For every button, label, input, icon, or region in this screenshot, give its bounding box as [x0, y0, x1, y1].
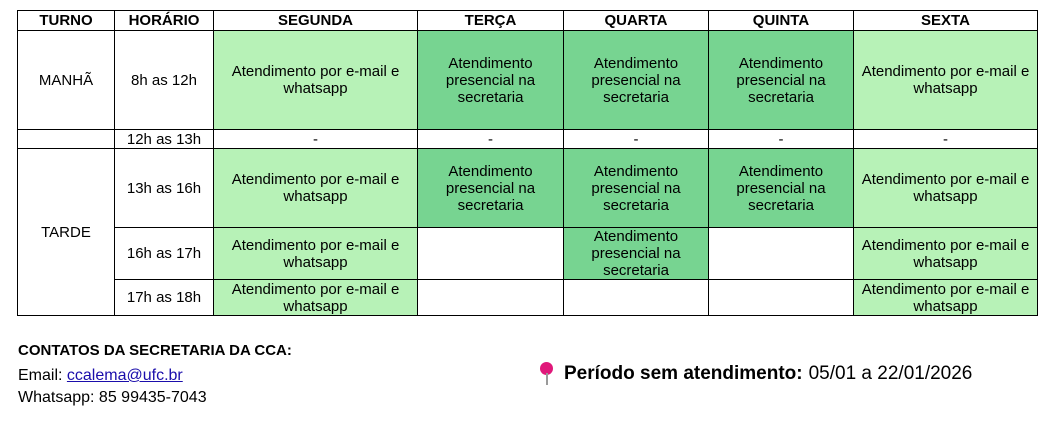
header-horario: HORÁRIO	[115, 11, 214, 31]
row-12-13	[18, 130, 1038, 149]
cell-email: Atendimento por e-mail e whatsapp	[214, 280, 418, 316]
header-sexta: SEXTA	[854, 11, 1038, 31]
row-13-16	[18, 149, 1038, 228]
cell-empty	[709, 228, 854, 280]
contacts-title: CONTATOS DA SECRETARIA DA CCA:	[18, 342, 292, 359]
slot-label: 17h as 18h	[115, 280, 214, 316]
pushpin-icon	[540, 362, 554, 386]
header-terca: TERÇA	[418, 11, 564, 31]
cell-email: Atendimento por e-mail e whatsapp	[854, 149, 1038, 228]
email-label: Email:	[18, 367, 63, 384]
cell-dash: -	[564, 130, 709, 149]
period-label: Período sem atendimento:	[564, 363, 803, 384]
turno-tarde: TARDE	[18, 149, 115, 316]
cell-dash: -	[418, 130, 564, 149]
slot-label: 13h as 16h	[115, 149, 214, 228]
header-segunda: SEGUNDA	[214, 11, 418, 31]
cell-email: Atendimento por e-mail e whatsapp	[214, 149, 418, 228]
cell-empty	[709, 280, 854, 316]
header-quinta: QUINTA	[709, 11, 854, 31]
cell-dash: -	[854, 130, 1038, 149]
cell-email: Atendimento por e-mail e whatsapp	[854, 280, 1038, 316]
period-value: 05/01 a 22/01/2026	[808, 363, 973, 384]
closed-period	[540, 362, 972, 386]
row-17-18	[18, 280, 1038, 316]
cell-presencial: Atendimento presencial na secretaria	[709, 149, 854, 228]
cell-empty	[418, 228, 564, 280]
cell-dash: -	[709, 130, 854, 149]
row-8-12	[18, 31, 1038, 130]
cell-empty	[418, 280, 564, 316]
email-link[interactable]: ccalema@ufc.br	[66, 367, 183, 384]
row-16-17	[18, 228, 1038, 280]
header-row	[18, 11, 1038, 31]
cell-dash: -	[214, 130, 418, 149]
cell-presencial: Atendimento presencial na secretaria	[564, 228, 709, 280]
email-line	[18, 367, 183, 385]
cell-presencial: Atendimento presencial na secretaria	[564, 31, 709, 130]
slot-label: 16h as 17h	[115, 228, 214, 280]
slot-label: 8h as 12h	[115, 31, 214, 130]
cell-email: Atendimento por e-mail e whatsapp	[854, 228, 1038, 280]
header-quarta: QUARTA	[564, 11, 709, 31]
cell-presencial: Atendimento presencial na secretaria	[709, 31, 854, 130]
cell-presencial: Atendimento presencial na secretaria	[418, 31, 564, 130]
cell-email: Atendimento por e-mail e whatsapp	[214, 228, 418, 280]
cell-presencial: Atendimento presencial na secretaria	[418, 149, 564, 228]
turno-empty	[18, 130, 115, 149]
cell-email: Atendimento por e-mail e whatsapp	[214, 31, 418, 130]
cell-presencial: Atendimento presencial na secretaria	[564, 149, 709, 228]
whatsapp-line: Whatsapp: 85 99435-7043	[18, 389, 207, 406]
header-turno: TURNO	[18, 11, 115, 31]
schedule-table	[17, 10, 1038, 316]
cell-empty	[564, 280, 709, 316]
turno-manha: MANHÃ	[18, 31, 115, 130]
slot-label: 12h as 13h	[115, 130, 214, 149]
cell-email: Atendimento por e-mail e whatsapp	[854, 31, 1038, 130]
